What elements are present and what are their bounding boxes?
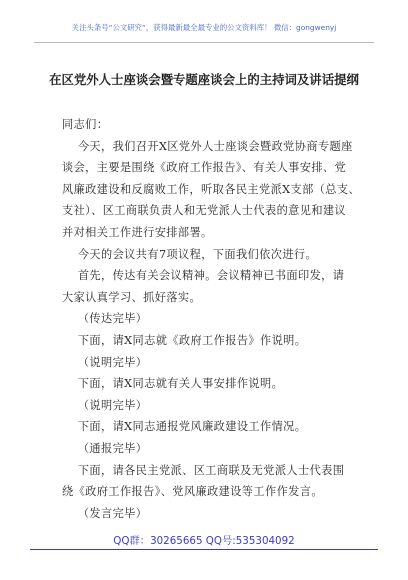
body-line: 下面，请X同志就《政府工作报告》作说明。: [62, 333, 307, 347]
header-divider: [34, 42, 374, 43]
body-line: 谈会，主要是围绕《政府工作报告》、有关人事安排、党: [62, 161, 347, 175]
body-line: 大家认真学习、抓好落实。: [62, 290, 202, 304]
body-line: 下面，请X同志就有关人事安排作说明。: [62, 377, 284, 391]
document-title: 在区党外人士座谈会暨专题座谈会上的主持词及讲话提纲: [49, 72, 359, 87]
body-line: 下面，请X同志通报党风廉政建设工作情况。: [62, 420, 307, 434]
body-line: 风廉政建设和反腐败工作，听取各民主党派X支部（总支、: [62, 182, 361, 196]
contact-footer: QQ群：30265665 QQ号:535304092: [113, 535, 295, 547]
promo-header: 关注头条号“公文研究”，获得最新最全最专业的公文资料库！ 微信：gongwenyj: [71, 23, 337, 32]
footer-underline: [30, 549, 378, 550]
body-line: 首先，传达有关会议精神。会议精神已书面印发，请: [62, 269, 345, 283]
stage-note: （说明完毕）: [62, 355, 148, 369]
document-body: [62, 114, 361, 524]
salutation: 同志们：: [62, 118, 109, 131]
body-line: 支社）、区工商联负责人和无党派人士代表的意见和建议: [62, 204, 347, 218]
body-line: 绕《政府工作报告》、党风廉政建设等工作作发言。: [62, 485, 323, 499]
stage-note: （说明完毕）: [62, 398, 148, 412]
body-line: 今天的会议共有7项议程，下面我们依次进行。: [62, 247, 318, 261]
body-line: 今天，我们召开X区党外人士座谈会暨政党协商专题座: [62, 139, 353, 153]
body-line: 并对相关工作进行安排部署。: [62, 225, 213, 239]
stage-note: （发言完毕）: [62, 506, 148, 520]
stage-note: （通报完毕）: [62, 441, 148, 455]
body-line: 下面，请各民主党派、区工商联及无党派人士代表围: [62, 463, 345, 477]
stage-note: （传达完毕）: [62, 312, 148, 326]
